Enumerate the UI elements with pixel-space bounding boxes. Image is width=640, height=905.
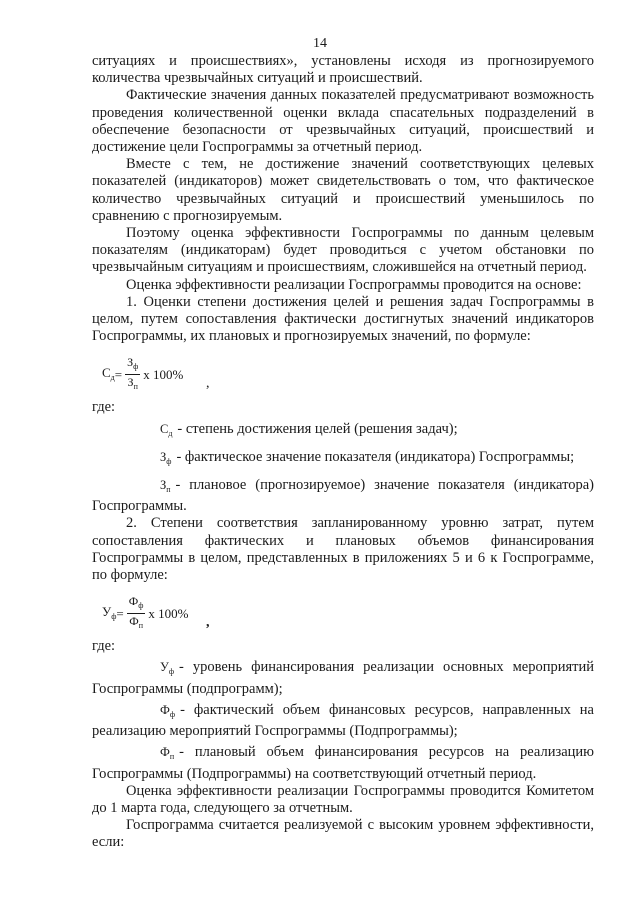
where-label: где: <box>92 399 116 416</box>
formula-numerator: $З_ф$ <box>125 355 140 375</box>
page-number: 14 <box>313 36 327 51</box>
where-label: где: <box>92 638 116 655</box>
formula-lhs: $С_д$ <box>102 364 115 382</box>
formula-fraction <box>125 355 140 394</box>
paragraph: Вместе с тем, не достижение значений соответствующих целевых показателей (индикаторов) может свидетельствовать о том, что фактическое количество чрезвычайных ситуаций и происшествий уменьшилось по сравнению с прогнозируемым. <box>92 156 594 224</box>
definition-symbol: $Ф_п$ <box>160 745 175 762</box>
formula-denominator: $Ф_п$ <box>129 614 143 631</box>
formula-equals: = <box>114 367 123 383</box>
formula-comma: , <box>206 376 210 392</box>
formula-goal-achievement <box>92 349 594 397</box>
formula-funding-level <box>92 588 594 636</box>
formula-lhs: $У_ф$ <box>102 603 117 621</box>
paragraph: Фактические значения данных показателей предусматривают возможность проведения количественной оценки вклада спасательных подразделений в обеспечение безопасности от чрезвычайных ситуаций, происшествий и достижение цели Госпрограммы за отчетный период. <box>92 87 594 156</box>
formula-multiplier: х 100% <box>143 367 184 383</box>
formula-comma: , <box>206 615 210 631</box>
paragraph: Госпрограмма считается реализуемой с высоким уровнем эффективности, если: <box>92 817 594 851</box>
paragraph: Поэтому оценка эффективности Госпрограммы по данным целевым показателям (индикаторам) будет проводиться с учетом обстановки по чрезвычайным ситуациям и происшествиям, сложившейся на отчетный период. <box>92 225 594 276</box>
definition-item: $З_п$ - плановое (прогнозируемое) значение показателя (индикатора) Госпрограммы. <box>92 477 594 515</box>
definition-item: $У_ф$ - уровень финансирования реализации основных мероприятий Госпрограммы (подпрограмм); <box>92 659 594 697</box>
paragraph: ситуациях и происшествиях», установлены исходя из прогнозируемого количества чрезвычайных ситуаций и происшествий. <box>92 53 594 87</box>
definition-symbol: $Ф_ф$ <box>160 702 176 719</box>
formula-numerator: $Ф_ф$ <box>127 594 146 614</box>
formula-fraction <box>127 594 146 633</box>
formula-denominator: $З_п$ <box>127 375 138 392</box>
formula-expression <box>102 594 189 633</box>
definition-item: $З_ф$ - фактическое значение показателя (индикатора) Госпрограммы; <box>92 449 594 470</box>
definition-item: $Ф_ф$ - фактический объем финансовых ресурсов, направленных на реализацию мероприятий Госпрограммы (Подпрограммы); <box>92 701 594 740</box>
paragraph: 1. Оценки степени достижения целей и решения задач Госпрограммы в целом, путем сопоставления фактически достигнутых значений индикаторов Госпрограммы, их плановых и прогнозируемых значений, по формуле: <box>92 293 594 345</box>
formula-expression <box>102 355 183 394</box>
definition-symbol: $С_д$ <box>160 421 173 438</box>
formula-multiplier: х 100% <box>148 606 189 622</box>
paragraph: Оценка эффективности реализации Госпрограммы проводится Комитетом до 1 марта года, следующего за отчетным. <box>92 782 594 816</box>
definition-item: $Ф_п$ - плановый объем финансирования ресурсов на реализацию Госпрограммы (Подпрограммы) на соответствующий отчетный период. <box>92 744 594 782</box>
definition-symbol: $У_ф$ <box>160 660 175 677</box>
document-body <box>92 53 594 852</box>
definition-symbol: $З_ф$ <box>160 449 172 466</box>
definition-item: $С_д$ - степень достижения целей (решения задач); <box>92 421 594 442</box>
paragraph: 2. Степени соответствия запланированному уровню затрат, путем сопоставления фактических и плановых объемов финансирования Госпрограммы в целом, представленных в приложениях 5 и 6 к Госпрограмме, по формуле: <box>92 515 594 584</box>
paragraph: Оценка эффективности реализации Госпрограммы проводится на основе: <box>126 276 582 293</box>
definition-symbol: $З_п$ <box>160 478 171 495</box>
formula-equals: = <box>116 606 124 622</box>
